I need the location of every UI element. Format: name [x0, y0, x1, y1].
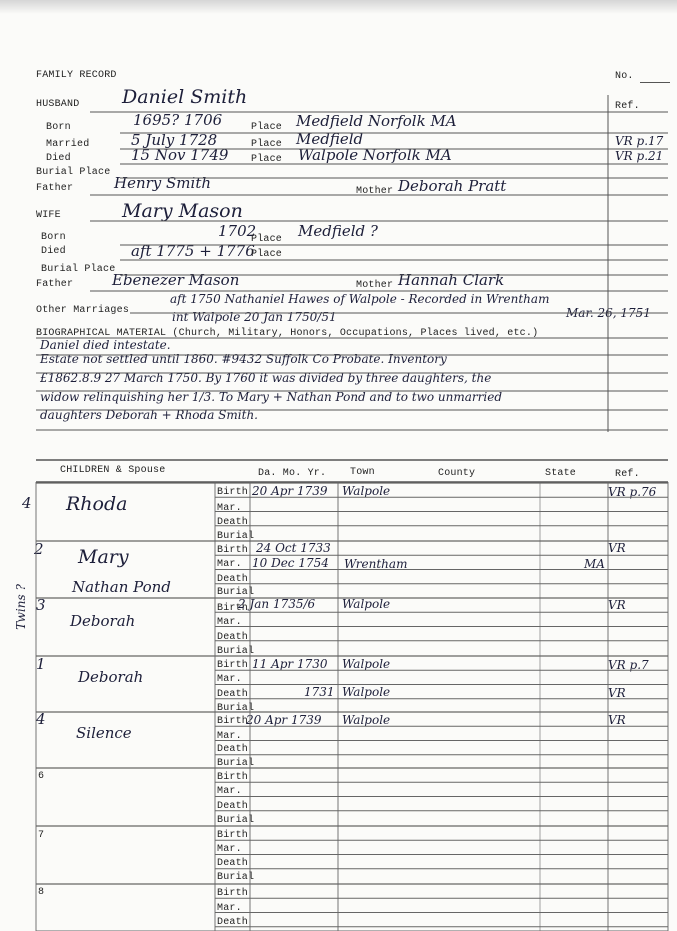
event-burial-label: Burial [217, 758, 255, 769]
event-mar-label: Mar. [217, 786, 242, 797]
child-birth-ref: VR [608, 713, 626, 727]
child-number: 4 [36, 710, 46, 728]
other-marriages-line2-right: Mar. 26, 1751 [566, 306, 651, 320]
biographical-label: BIOGRAPHICAL MATERIAL (Church, Military, Honors, Occupations, Places lived, etc.) [36, 328, 539, 339]
husband-father-label: Father [36, 183, 74, 194]
husband-died-place: Walpole Norfolk MA [298, 146, 452, 164]
event-birth-label: Birth [217, 888, 249, 899]
child-number: 3 [36, 596, 46, 614]
twins-note: Twins ? [13, 584, 28, 630]
husband-born-place: Medfield Norfolk MA [296, 112, 457, 130]
wife-mother-label: Mother [356, 280, 394, 291]
wife-died-place-label: Place [251, 249, 283, 260]
child-birth-date: 24 Oct 1733 [256, 541, 331, 555]
event-death-label: Death [217, 689, 249, 700]
child-birth-town: Walpole [342, 657, 391, 671]
child-name: Deborah [78, 668, 144, 686]
child-mar-date: 10 Dec 1754 [252, 556, 329, 570]
event-death-label: Death [217, 517, 249, 528]
child-name: Deborah [70, 612, 136, 630]
wife-mother: Hannah Clark [398, 271, 505, 289]
ref-label-husband: Ref. [615, 101, 640, 112]
husband-died-place-label: Place [251, 154, 283, 165]
date-header: Da. Mo. Yr. [258, 468, 327, 479]
event-mar-label: Mar. [217, 674, 242, 685]
bio-line-4: widow relinquishing her 1/3. To Mary + Nathan Pond and to two unmarried [40, 390, 503, 404]
event-burial-label: Burial [217, 703, 255, 714]
event-mar-label: Mar. [217, 503, 242, 514]
husband-married-place-label: Place [251, 139, 283, 150]
husband-ref-died: VR p.21 [615, 149, 664, 163]
child-death-ref: VR [608, 686, 626, 700]
child-number: 4 [22, 494, 32, 512]
child-birth-town: Walpole [342, 484, 391, 498]
wife-father: Ebenezer Mason [112, 271, 240, 289]
event-death-label: Death [217, 632, 249, 643]
child-birth-date: 11 Apr 1730 [252, 657, 328, 671]
child-name: Silence [76, 724, 132, 742]
wife-father-label: Father [36, 279, 74, 290]
husband-label: HUSBAND [36, 99, 80, 110]
husband-father: Henry Smith [114, 174, 212, 192]
wife-label: WIFE [36, 210, 61, 221]
county-header: County [438, 468, 476, 479]
event-birth-label: Birth [217, 716, 249, 727]
wife-died-date: aft 1775 + 1776 [131, 242, 255, 260]
child-birth-ref: VR [608, 541, 626, 555]
husband-ref-born: VR p.17 [615, 134, 664, 148]
husband-mother: Deborah Pratt [398, 177, 507, 195]
wife-born-label: Born [41, 232, 66, 243]
event-burial-label: Burial [217, 646, 255, 657]
child-number: 7 [38, 830, 45, 841]
bio-line-2: Estate not settled until 1860. #9432 Suffolk Co Probate. Inventory [40, 352, 447, 366]
child-spouse: Nathan Pond [72, 578, 171, 596]
child-birth-date: 2 Jan 1735/6 [238, 597, 316, 611]
husband-mother-label: Mother [356, 186, 394, 197]
husband-married-place: Medfield [296, 130, 364, 148]
event-burial-label: Burial [217, 531, 255, 542]
event-birth-label: Birth [217, 772, 249, 783]
wife-born-place: Medfield ? [298, 222, 378, 240]
event-birth-label: Birth [217, 660, 249, 671]
child-mar-town: Wrentham [344, 557, 408, 571]
husband-burial-label: Burial Place [36, 167, 111, 178]
event-mar-label: Mar. [217, 731, 242, 742]
child-birth-town: Walpole [342, 713, 391, 727]
event-birth-label: Birth [217, 545, 249, 556]
event-burial-label: Burial [217, 872, 255, 883]
other-marriages-line1: aft 1750 Nathaniel Hawes of Walpole - Recorded in Wrentham [170, 292, 550, 306]
child-birth-town: Walpole [342, 597, 391, 611]
child-death-town: Walpole [342, 685, 391, 699]
bio-line-5: daughters Deborah + Rhoda Smith. [40, 408, 258, 422]
child-name: Mary [78, 546, 129, 568]
event-burial-label: Burial [217, 587, 255, 598]
event-death-label: Death [217, 744, 249, 755]
husband-married-label: Married [46, 139, 90, 150]
child-death-date: 1731 [304, 685, 335, 699]
husband-born-label: Born [46, 122, 71, 133]
wife-burial-label: Burial Place [41, 264, 116, 275]
husband-born-date: 1695? 1706 [133, 111, 223, 129]
event-death-label: Death [217, 917, 249, 928]
child-birth-ref: VR p.76 [608, 485, 657, 499]
event-mar-label: Mar. [217, 844, 242, 855]
wife-born-place-label: Place [251, 234, 283, 245]
event-birth-label: Birth [217, 603, 249, 614]
child-birth-ref: VR p.7 [608, 658, 649, 672]
husband-died-date: 15 Nov 1749 [131, 146, 229, 164]
other-marriages-label: Other Marriages [36, 305, 130, 316]
husband-died-label: Died [46, 153, 71, 164]
wife-died-label: Died [41, 246, 66, 257]
record-number-label: No. [615, 71, 634, 82]
child-birth-date: 20 Apr 1739 [246, 713, 322, 727]
husband-married-date: 5 July 1728 [131, 131, 218, 149]
husband-name: Daniel Smith [122, 86, 248, 108]
child-number: 2 [34, 540, 44, 558]
event-birth-label: Birth [217, 487, 249, 498]
event-mar-label: Mar. [217, 617, 242, 628]
child-birth-date: 20 Apr 1739 [252, 484, 328, 498]
ref-header: Ref. [615, 469, 640, 480]
child-mar-state: MA [584, 557, 605, 571]
event-burial-label: Burial [217, 815, 255, 826]
event-birth-label: Birth [217, 830, 249, 841]
child-birth-ref: VR [608, 598, 626, 612]
wife-name: Mary Mason [122, 200, 243, 222]
event-death-label: Death [217, 574, 249, 585]
child-number: 1 [36, 655, 46, 673]
state-header: State [545, 468, 577, 479]
event-death-label: Death [217, 858, 249, 869]
event-death-label: Death [217, 801, 249, 812]
bio-line-3: £1862.8.9 27 March 1750. By 1760 it was divided by three daughters, the [40, 371, 492, 385]
bio-line-1: Daniel died intestate. [40, 338, 171, 352]
child-number: 6 [38, 771, 45, 782]
child-number: 8 [38, 887, 45, 898]
town-header: Town [350, 467, 375, 478]
event-mar-label: Mar. [217, 903, 242, 914]
event-mar-label: Mar. [217, 559, 242, 570]
other-marriages-line2: int Walpole 20 Jan 1750/51 [172, 310, 337, 324]
form-title: FAMILY RECORD [36, 70, 117, 81]
wife-born-date: 1702 [218, 222, 257, 240]
child-name: Rhoda [66, 493, 128, 515]
husband-born-place-label: Place [251, 122, 283, 133]
children-header: CHILDREN & Spouse [60, 465, 166, 476]
